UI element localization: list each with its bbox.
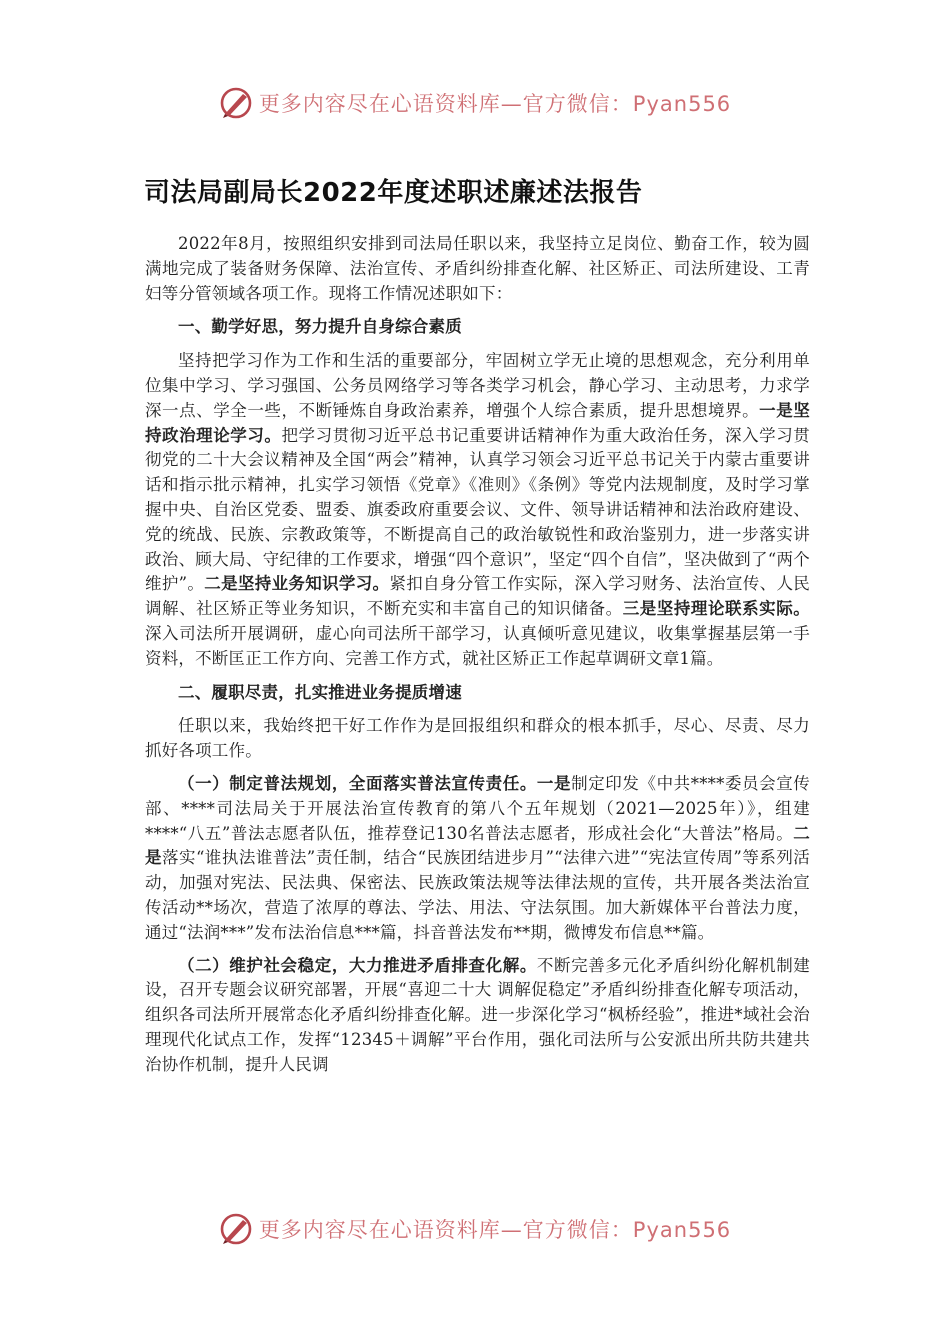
study-paragraph xyxy=(145,349,810,671)
bold-lead-text: 一是坚持政治理论学习。 xyxy=(145,400,810,445)
bold-lead-text: 二是坚持业务知识学习。 xyxy=(204,574,390,594)
watermark-text: 更多内容尽在心语资料库—官方微信：Pyan556 xyxy=(258,92,732,116)
paragraph-text: 深入司法所开展调研，虚心向司法所干部学习，认真倾听意见建议，收集掌握基层第一手资料，不断匡正工作方向、完善工作方式，就社区矫正工作起草调研文章1篇。 xyxy=(145,623,810,668)
intro-paragraph: 2022年8月，按照组织安排到司法局任职以来，我坚持立足岗位、勤奋工作，较为圆满地完成了装备财务保障、法治宣传、矛盾纠纷排查化解、社区矫正、司法所建设、工青妇等分管领域各项工作。现将工作情况述职如下： xyxy=(145,234,810,303)
bold-lead-text: （一）制定普法规划，全面落实普法宣传责任。一是 xyxy=(178,773,572,793)
pen-circle-icon xyxy=(219,1212,253,1246)
page-title: 司法局副局长2022年度述职述廉述法报告 xyxy=(144,178,643,208)
legal-education-paragraph xyxy=(145,772,810,946)
bold-lead-text: 三是坚持理论联系实际。 xyxy=(622,599,810,619)
watermark-banner-bottom xyxy=(0,1209,950,1249)
paragraph-text: 落实“谁执法谁普法”责任制，结合“民族团结进步月”“法律六进”“宪法宣传周”等系列活动，加强对宪法、民法典、保密法、民族政策法规等法律法规的宣传，共开展各类法治宣传活动**场次，营造了浓厚的尊法、学法、用法、守法氛围。加大新媒体平台普法力度，通过“法润***”发布法治信息***篇，抖音普法发布**期，微博发布信息**篇。 xyxy=(145,848,811,942)
paragraph-text: 紧扣自身分管工作实际，深入学习财务、法治宣传、人民调解、社区矫正等业务知识，不断充实和丰富自己的知识储备。 xyxy=(145,574,810,619)
watermark-banner-top xyxy=(0,83,950,123)
paragraph-text: 制定印发《中共****委员会宣传部、****司法局关于开展法治宣传教育的第八个五年规划（2021—2025年）》，组建****“八五”普法志愿者队伍，推荐登记130名普法志愿者，形成社会化“大普法”格局。 xyxy=(145,773,811,843)
bold-lead-text: 二是 xyxy=(145,823,810,868)
watermark-text: 更多内容尽在心语资料库—官方微信：Pyan556 xyxy=(258,1218,732,1242)
bold-lead-text: （二）维护社会稳定，大力推进矛盾排查化解。 xyxy=(178,955,537,975)
section-heading-2: 二、履职尽责，扎实推进业务提质增速 xyxy=(178,682,462,702)
section-heading-1: 一、勤学好思，努力提升自身综合素质 xyxy=(178,317,462,337)
duty-paragraph: 任职以来，我始终把干好工作作为是回报组织和群众的根本抓手，尽心、尽责、尽力抓好各项工作。 xyxy=(145,716,810,761)
stability-paragraph xyxy=(145,954,810,1078)
document-body xyxy=(145,232,810,1078)
paragraph-text: 把学习贯彻习近平总书记重要讲话精神作为重大政治任务，深入学习贯彻党的二十大会议精神及全国“两会”精神，认真学习领会习近平总书记关于内蒙古重要讲话和指示批示精神，扎实学习领悟《党章》《准则》《条例》等党内法规制度，及时学习掌握中央、自治区党委、盟委、旗委政府重要会议、文件、领导讲话精神和法治政府建设、党的统战、民族、宗教政策等，不断提高自己的政治敏锐性和政治鉴别力，进一步落实讲政治、顾大局、守纪律的工作要求，增强“四个意识”，坚定“四个自信”，坚决做到了“两个维护”。 xyxy=(145,425,810,594)
paragraph-text: 坚持把学习作为工作和生活的重要部分，牢固树立学无止境的思想观念，充分利用单位集中学习、学习强国、公务员网络学习等各类学习机会，静心学习、主动思考，力求学深一点、学全一些，不断锤炼自身政治素养，增强个人综合素质，提升思想境界。 xyxy=(145,351,810,420)
paragraph-text: 不断完善多元化矛盾纠纷化解机制建设，召开专题会议研究部署，开展“喜迎二十大 调解促稳定”矛盾纠纷排查化解专项活动，组织各司法所开展常态化矛盾纠纷排查化解。进一步深化学习“枫桥经验”，推进*域社会治理现代化试点工作，发挥“12345＋调解”平台作用，强化司法所与公安派出所共防共建共治协作机制，提升人民调 xyxy=(145,955,810,1074)
pen-circle-icon xyxy=(219,86,253,120)
